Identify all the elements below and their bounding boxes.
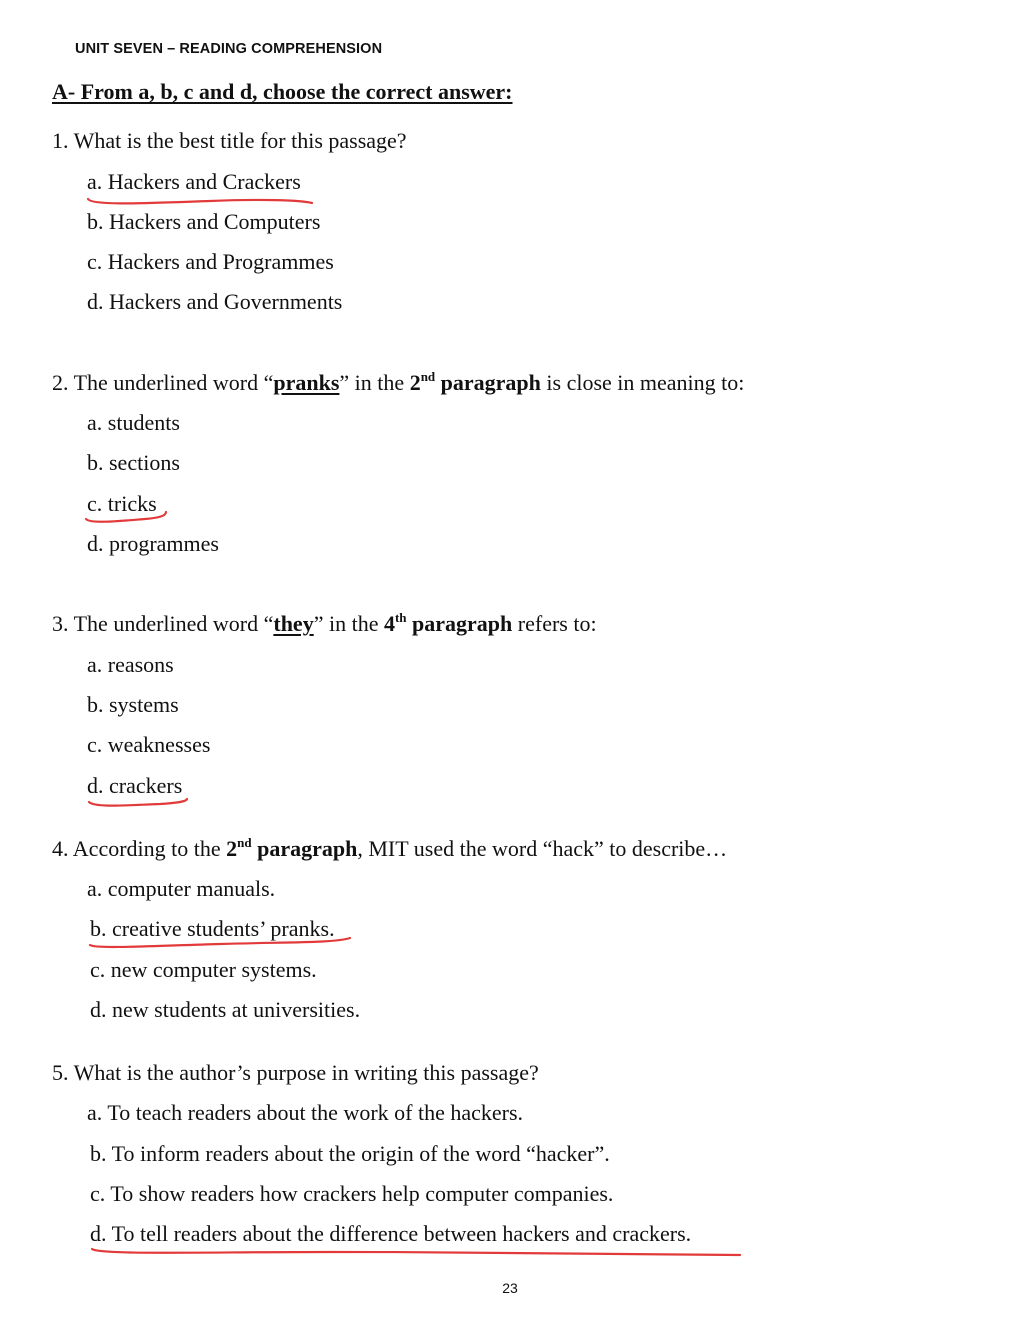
- q4-option-d: d. new students at universities.: [90, 997, 361, 1022]
- q2-option-d: d. programmes: [87, 531, 219, 556]
- question-text-part: The underlined word “: [73, 370, 274, 395]
- paragraph-word: paragraph: [412, 611, 513, 636]
- question-text-part: ” in the: [313, 611, 384, 636]
- question-number: 4.: [52, 836, 69, 861]
- underlined-word: pranks: [273, 370, 340, 395]
- question-5: [52, 1060, 539, 1086]
- q4-option-c: c. new computer systems.: [90, 957, 317, 982]
- q4-option-b: b. creative students’ pranks.: [90, 916, 335, 941]
- q4-option-a: a. computer manuals.: [87, 876, 276, 901]
- q5-option-c: c. To show readers how crackers help computer companies.: [90, 1181, 614, 1206]
- question-text-part: is close in meaning to:: [540, 370, 745, 395]
- q1-option-a: a. Hackers and Crackers: [87, 169, 301, 194]
- q5-option-a: a. To teach readers about the work of the hackers.: [87, 1100, 524, 1125]
- q2-option-c: c. tricks: [87, 491, 157, 516]
- q3-option-b: b. systems: [87, 692, 179, 717]
- paragraph-ordinal: 4th: [383, 610, 407, 636]
- question-text: What is the author’s purpose in writing this passage?: [73, 1060, 539, 1085]
- paragraph-word: paragraph: [440, 370, 541, 395]
- q2-option-b: b. sections: [87, 450, 180, 475]
- question-text-part: ” in the: [339, 370, 410, 395]
- q2-option-a: a. students: [87, 410, 180, 435]
- q3-option-c: c. weaknesses: [87, 732, 211, 757]
- q3-option-d: d. crackers: [87, 773, 183, 798]
- q5-answer-underline: [92, 1249, 740, 1255]
- q1-option-b: b. Hackers and Computers: [87, 209, 321, 234]
- q3-option-a: a. reasons: [87, 652, 174, 677]
- q1-option-c: c. Hackers and Programmes: [87, 249, 334, 274]
- question-text-part: According to the: [72, 836, 227, 861]
- question-1: [52, 128, 407, 154]
- q5-option-b: b. To inform readers about the origin of the word “hacker”.: [90, 1141, 610, 1166]
- question-text-part: The underlined word “: [73, 611, 274, 636]
- paragraph-ordinal: 2nd: [226, 835, 252, 861]
- unit-title: UNIT SEVEN – READING COMPREHENSION: [75, 41, 383, 57]
- question-text-part: , MIT used the word “hack” to describe…: [357, 836, 728, 861]
- underlined-word: they: [273, 611, 314, 636]
- q3-answer-underline: [89, 799, 187, 806]
- question-4: [52, 836, 727, 862]
- question-text-part: refers to:: [512, 611, 597, 636]
- question-number: 2.: [52, 370, 69, 395]
- question-number: 3.: [52, 611, 69, 636]
- question-number: 5.: [52, 1060, 69, 1085]
- question-2: [52, 370, 744, 396]
- question-number: 1.: [52, 128, 69, 153]
- paragraph-ordinal: 2nd: [409, 369, 436, 395]
- page-number: 23: [502, 1280, 518, 1296]
- q5-option-d: d. To tell readers about the difference between hackers and crackers.: [90, 1221, 692, 1246]
- q1-answer-underline: [88, 199, 312, 203]
- paragraph-word: paragraph: [257, 836, 358, 861]
- question-3: [52, 611, 597, 637]
- instruction-heading: A- From a, b, c and d, choose the correct answer:: [52, 79, 513, 104]
- question-text: What is the best title for this passage?: [73, 128, 407, 153]
- q1-option-d: d. Hackers and Governments: [87, 289, 343, 314]
